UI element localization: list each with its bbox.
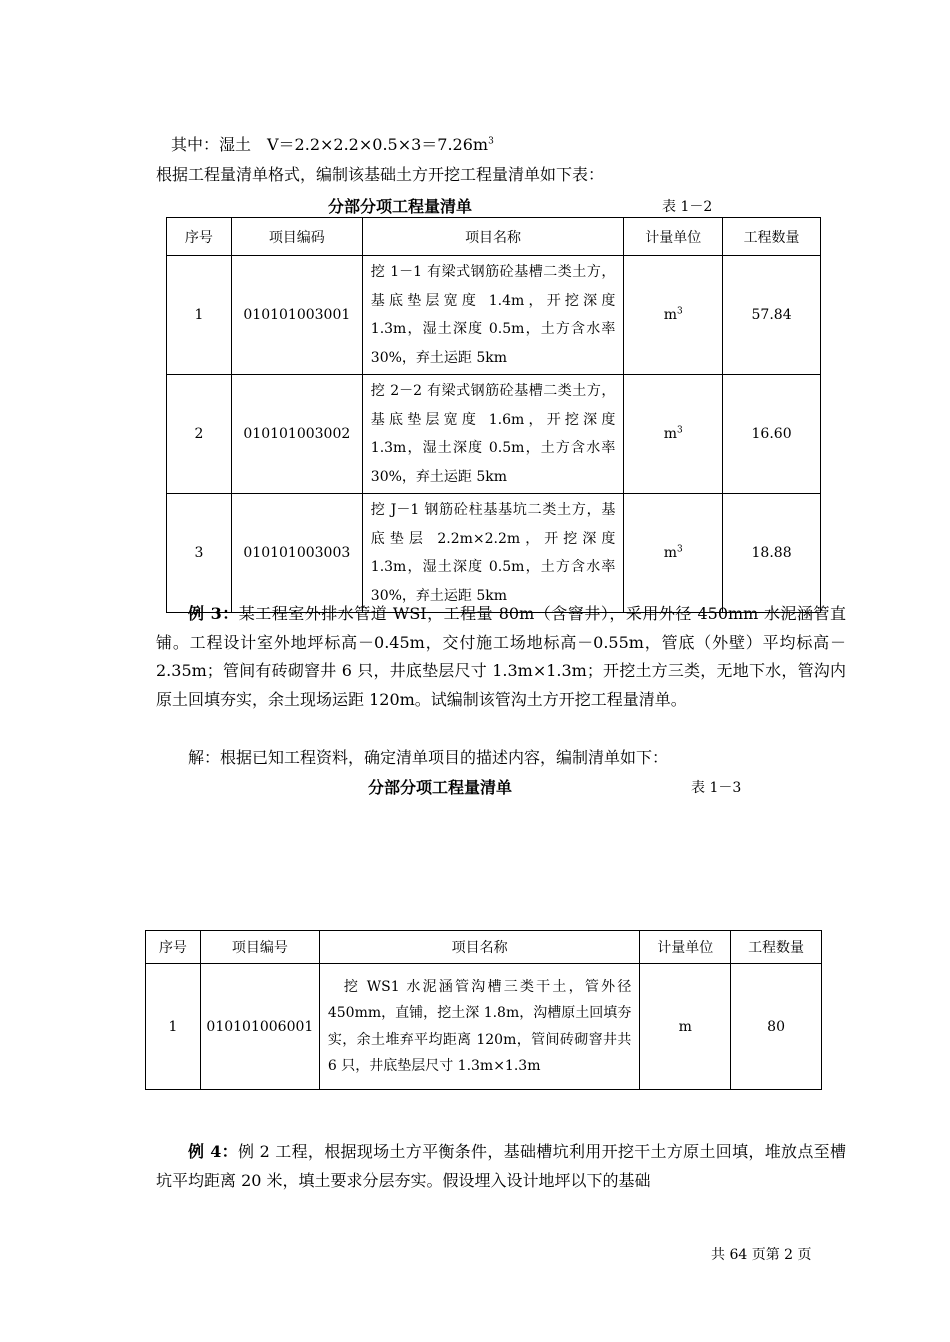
superscript: 3 <box>677 544 683 555</box>
row-number: 3 <box>167 494 232 613</box>
unit-text: m <box>663 307 678 323</box>
row-description: 挖 1－1 有梁式钢筋砼基槽二类土方，基底垫层宽度 1.4m，开挖深度 1.3m，湿土深度 0.5m，土方含水率 30%，弃土运距 5km <box>362 256 624 375</box>
header-cell: 工程数量 <box>723 218 821 256</box>
header-cell: 序号 <box>146 931 201 964</box>
table2-number: 表 1－3 <box>691 780 742 796</box>
table-row <box>146 964 822 1090</box>
superscript: 3 <box>677 306 683 317</box>
header-cell: 工程数量 <box>731 931 822 964</box>
example3-text: 某工程室外排水管道 WSI，工程量 80m（含窨井），采用外径 450mm 水泥涵管直铺。工程设计室外地坪标高－0.45m，交付施工场地标高－0.55m，管底（外壁）平均标高－2.35m；管间有砖砌窨井 6 只，井底垫层尺寸 1.3m×1.3m；开挖土方三类，无地下水，管沟内原土回填夯实，余土现场运距 120m。试编制该管沟土方开挖工程量清单。 <box>156 604 846 709</box>
header-cell: 项目名称 <box>362 218 624 256</box>
example3-label: 例 3： <box>188 604 239 623</box>
table-row <box>167 256 821 375</box>
unit-text: m <box>663 545 678 561</box>
table2 <box>145 930 822 1090</box>
header-cell: 序号 <box>167 218 232 256</box>
formula-text: 其中：湿土 V＝2.2×2.2×0.5×3＝7.26m <box>171 135 489 154</box>
unit-text: m <box>663 426 678 442</box>
row-quantity: 18.88 <box>723 494 821 613</box>
row-unit <box>624 375 723 494</box>
row-unit <box>624 256 723 375</box>
superscript: 3 <box>677 425 683 436</box>
row-description: 挖 2－2 有梁式钢筋砼基槽二类土方，基底垫层宽度 1.6m，开挖深度 1.3m，湿土深度 0.5m，土方含水率 30%，弃土运距 5km <box>362 375 624 494</box>
example4-text: 例 2 工程，根据现场土方平衡条件，基础槽坑利用开挖干土方原土回填，堆放点至槽坑平均距离 20 米，填土要求分层夯实。假设埋入设计地坪以下的基础 <box>156 1142 846 1190</box>
row-code: 010101003002 <box>231 375 362 494</box>
header-cell: 项目编码 <box>231 218 362 256</box>
row-code: 010101003001 <box>231 256 362 375</box>
row-quantity: 80 <box>731 964 822 1090</box>
superscript: 3 <box>488 136 494 147</box>
formula-line <box>171 131 494 159</box>
table1-title: 分部分项工程量清单 <box>328 197 473 216</box>
solution-line: 解：根据已知工程资料，确定清单项目的描述内容，编制清单如下： <box>188 748 669 767</box>
row-number: 1 <box>146 964 201 1090</box>
table-row <box>167 494 821 613</box>
row-number: 1 <box>167 256 232 375</box>
intro-line: 根据工程量清单格式，编制该基础土方开挖工程量清单如下表： <box>156 165 605 184</box>
table2-title: 分部分项工程量清单 <box>368 778 513 797</box>
row-unit <box>624 494 723 613</box>
header-cell: 项目编号 <box>200 931 319 964</box>
row-unit: m <box>640 964 731 1090</box>
table1-header-row <box>167 218 821 256</box>
header-cell: 项目名称 <box>319 931 639 964</box>
table-row <box>167 375 821 494</box>
table2-header-row <box>146 931 822 964</box>
row-number: 2 <box>167 375 232 494</box>
header-cell: 计量单位 <box>640 931 731 964</box>
page-footer: 共 64 页第 2 页 <box>711 1247 812 1263</box>
row-description: 挖 J－1 钢筋砼柱基基坑二类土方，基底垫层 2.2m×2.2m，开挖深度 1.3m，湿土深度 0.5m，土方含水率 30%，弃土运距 5km <box>362 494 624 613</box>
table1 <box>166 217 821 613</box>
row-quantity: 57.84 <box>723 256 821 375</box>
header-cell: 计量单位 <box>624 218 723 256</box>
row-code: 010101003003 <box>231 494 362 613</box>
row-code: 010101006001 <box>200 964 319 1090</box>
example4-label: 例 4： <box>188 1142 238 1161</box>
table1-number: 表 1－2 <box>662 199 713 215</box>
row-description: 挖 WS1 水泥涵管沟槽三类干土，管外径 450mm，直铺，挖土深 1.8m，沟槽原土回填夯实，余土堆弃平均距离 120m，管间砖砌窨井共 6 只，井底垫层尺寸 1.3m×1.3m <box>319 964 639 1090</box>
example3-paragraph <box>156 600 846 714</box>
example4-paragraph <box>156 1138 846 1195</box>
row-quantity: 16.60 <box>723 375 821 494</box>
